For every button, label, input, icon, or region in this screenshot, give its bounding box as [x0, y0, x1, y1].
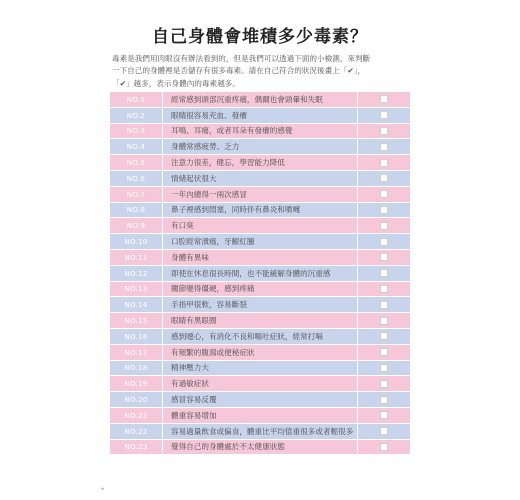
checklist-row [110, 218, 410, 234]
checklist-row [110, 250, 410, 266]
symptom-checkbox[interactable] [380, 317, 388, 325]
item-number: NO.7 [126, 189, 146, 199]
symptom-checkbox[interactable] [380, 443, 388, 451]
item-number: NO.8 [126, 205, 146, 215]
symptom-checkbox[interactable] [380, 285, 388, 293]
item-number: NO.6 [126, 173, 146, 183]
symptom-checkbox[interactable] [380, 174, 388, 182]
checklist-row [110, 108, 410, 124]
item-number: NO.23 [124, 442, 148, 452]
checkbox-cell [357, 92, 410, 107]
checkbox-cell [357, 250, 410, 265]
checkbox-cell [357, 108, 410, 123]
checklist-row [110, 171, 410, 187]
item-number: NO.12 [124, 268, 148, 278]
symptom-checkbox[interactable] [380, 127, 388, 135]
checkbox-cell [357, 218, 410, 233]
checklist-row [110, 297, 410, 313]
checklist-row [110, 424, 410, 440]
symptom-checkbox[interactable] [380, 301, 388, 309]
symptom-checkbox[interactable] [380, 206, 388, 214]
checkbox-cell [357, 329, 410, 344]
checkbox-cell [357, 203, 410, 218]
checklist-row [110, 376, 410, 392]
checkbox-cell [357, 424, 410, 439]
item-number: NO.1 [126, 94, 146, 104]
symptom-text: 感冒容易反覆 [171, 395, 217, 405]
symptom-checkbox[interactable] [380, 111, 388, 119]
symptom-text: 眼睛很容易充血、發癢 [171, 110, 247, 120]
symptom-checkbox[interactable] [380, 95, 388, 103]
toxin-checklist-table [110, 92, 410, 455]
symptom-text: 鼻子裡感到悶塞，同時伴有鼻炎和噴嚏 [171, 205, 301, 215]
symptom-checkbox[interactable] [380, 364, 388, 372]
intro-line: 毒素是我們用肉眼沒有辦法看到的，但是我們可以透過下面的小檢測，來判斷 [112, 54, 371, 63]
item-number: NO.22 [124, 426, 148, 436]
symptom-text: 口腔經常潰瘍，牙齦紅腫 [171, 237, 255, 247]
item-number: NO.20 [124, 395, 148, 405]
checklist-row [110, 124, 410, 140]
checkbox-cell [357, 297, 410, 312]
checklist-row [110, 92, 410, 108]
item-number: NO.19 [124, 379, 148, 389]
checkbox-cell [357, 392, 410, 407]
symptom-text: 即使在休息很長時間，也不能緩解身體的沉重感 [171, 268, 331, 278]
checkbox-cell [357, 187, 410, 202]
item-number: NO.9 [126, 221, 146, 231]
symptom-checkbox[interactable] [380, 411, 388, 419]
item-number: NO.4 [126, 142, 146, 152]
symptom-text: 有頻繁的腹瀉或便秘症狀 [171, 347, 255, 357]
checklist-row [110, 361, 410, 377]
symptom-text: 容易過量飲食或偏食，體重比平均值重很多或者輕很多 [171, 426, 354, 436]
symptom-text: 感到噁心，有消化不良和嘔吐症狀，經常打嗝 [171, 331, 323, 341]
symptom-checkbox[interactable] [380, 238, 388, 246]
symptom-text: 經常感到頭部沉重疼痛，偶爾也會頭暈和失眠 [171, 94, 323, 104]
checkbox-cell [357, 345, 410, 360]
checkbox-cell [357, 234, 410, 249]
checklist-row [110, 282, 410, 298]
symptom-checkbox[interactable] [380, 222, 388, 230]
item-number: NO.21 [124, 410, 148, 420]
symptom-checkbox[interactable] [380, 427, 388, 435]
checkbox-cell [357, 266, 410, 281]
symptom-text: 身體常感疲勞、乏力 [171, 142, 240, 152]
item-number: NO.11 [124, 252, 148, 262]
item-number: NO.15 [124, 316, 148, 326]
item-number: NO.13 [124, 284, 148, 294]
checklist-row [110, 187, 410, 203]
checklist-row [110, 408, 410, 424]
checklist-row [110, 234, 410, 250]
checkbox-cell [357, 124, 410, 139]
item-number: NO.10 [124, 237, 148, 247]
checklist-row [110, 345, 410, 361]
symptom-text: 身體有異味 [171, 252, 209, 262]
item-number: NO.17 [124, 347, 148, 357]
intro-line: 一下自己的身體裡是否儲存有很多毒素。請在自己符合的狀況後畫上「✔」， [112, 66, 366, 76]
symptom-text: 情緒起伏很大 [171, 173, 217, 183]
symptom-text: 覺得自己的身體處於不太健康狀態 [171, 442, 285, 452]
checklist-row [110, 440, 410, 456]
checkbox-cell [357, 139, 410, 154]
item-number: NO.18 [124, 363, 148, 373]
symptom-checkbox[interactable] [380, 190, 388, 198]
checklist-row [110, 203, 410, 219]
item-number: NO.14 [124, 300, 148, 310]
symptom-checkbox[interactable] [380, 269, 388, 277]
checklist-row [110, 329, 410, 345]
symptom-checkbox[interactable] [380, 159, 388, 167]
symptom-text: 耳鳴、耳痛，或者耳朵有發癢的感覺 [171, 126, 293, 136]
checkbox-cell [357, 282, 410, 297]
symptom-text: 手指甲很軟，容易斷裂 [171, 300, 247, 310]
symptom-checkbox[interactable] [380, 253, 388, 261]
item-number: NO.16 [124, 331, 148, 341]
symptom-text: 關節變得僵硬，感到疼痛 [171, 284, 255, 294]
item-number: NO.5 [126, 158, 146, 168]
symptom-text: 一年內總得一兩次感冒 [171, 189, 247, 199]
page-title: 自己身體會堆積多少毒素？ [152, 27, 368, 47]
item-number: NO.2 [126, 110, 146, 120]
checkbox-cell [357, 171, 410, 186]
checklist-row [110, 139, 410, 155]
symptom-checkbox[interactable] [380, 380, 388, 388]
item-number: NO.3 [126, 126, 146, 136]
symptom-checkbox[interactable] [380, 332, 388, 340]
symptom-text: 有口臭 [171, 221, 194, 231]
checkbox-cell [357, 408, 410, 423]
intro-line: 「✔」越多，表示身體內的毒素越多。 [112, 78, 240, 88]
symptom-checkbox[interactable] [380, 143, 388, 151]
symptom-text: 注意力很差，健忘，學習能力降低 [171, 158, 285, 168]
checklist-row [110, 313, 410, 329]
checkbox-cell [357, 313, 410, 328]
symptom-checkbox[interactable] [380, 396, 388, 404]
symptom-text: 精神壓力大 [171, 363, 209, 373]
checkbox-cell [357, 440, 410, 455]
symptom-text: 眼睛有黑眼圈 [171, 316, 217, 326]
checkbox-cell [357, 155, 410, 170]
checkbox-cell [357, 376, 410, 391]
intro-paragraph [112, 53, 404, 90]
symptom-checkbox[interactable] [380, 348, 388, 356]
symptom-text: 有過敏症狀 [171, 379, 209, 389]
page-mark: ✦ [100, 486, 106, 493]
symptom-text: 體重容易增加 [171, 410, 217, 420]
checklist-row [110, 392, 410, 408]
checkbox-cell [357, 361, 410, 376]
checklist-row [110, 266, 410, 282]
checklist-row [110, 155, 410, 171]
